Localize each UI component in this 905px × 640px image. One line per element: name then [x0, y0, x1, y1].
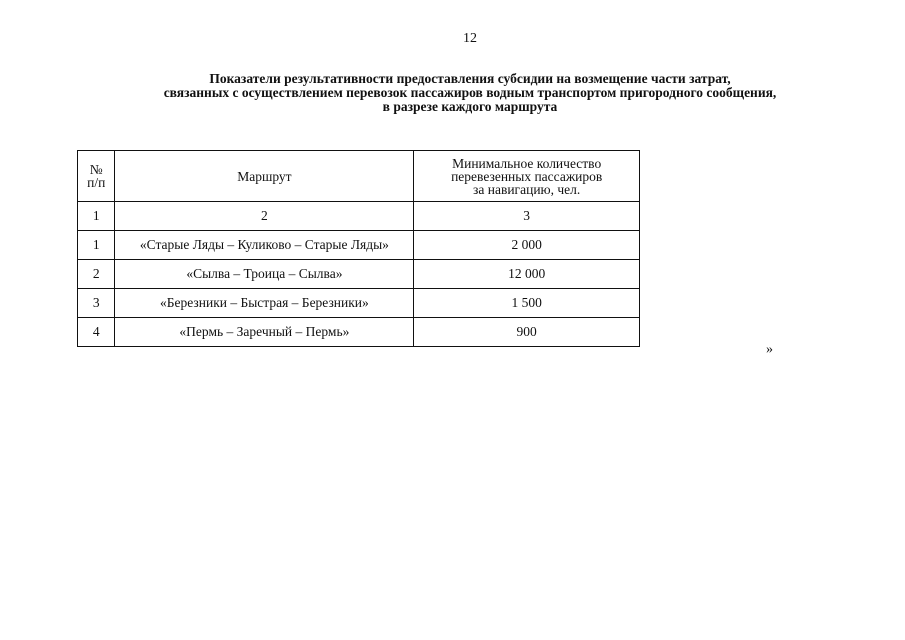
row-num: 3 — [78, 289, 115, 318]
row-num: 4 — [78, 318, 115, 347]
title-line-3: в разрезе каждого маршрута — [382, 99, 558, 114]
row-route: «Березники – Быстрая – Березники» — [115, 289, 414, 318]
header-num-abbrev: п/п — [87, 175, 106, 190]
col-index-3: 3 — [414, 202, 640, 231]
col-index-2: 2 — [115, 202, 414, 231]
column-index-row — [78, 202, 640, 231]
row-route: «Сылва – Троица – Сылва» — [115, 260, 414, 289]
table-row — [78, 231, 640, 260]
routes-table — [77, 150, 640, 347]
title-line-2: связанных с осуществлением перевозок пассажиров водным транспортом пригородного сообщения, — [163, 85, 777, 100]
col-index-1: 1 — [78, 202, 115, 231]
header-min-line-3: за навигацию, чел. — [473, 181, 581, 197]
table-row — [78, 318, 640, 347]
table-row — [78, 289, 640, 318]
row-route: «Пермь – Заречный – Пермь» — [115, 318, 414, 347]
table-row — [78, 260, 640, 289]
header-min-passengers — [414, 151, 640, 202]
title-line-1: Показатели результативности предоставления субсидии на возмещение части затрат, — [209, 71, 731, 86]
row-num: 1 — [78, 231, 115, 260]
header-num-symbol: № — [89, 162, 103, 177]
row-num: 2 — [78, 260, 115, 289]
header-num — [78, 151, 115, 202]
header-min-line-2: перевезенных пассажиров — [451, 168, 603, 184]
row-min-passengers: 2 000 — [414, 231, 640, 260]
header-min-line-1: Минимальное количество — [452, 155, 602, 171]
row-route: «Старые Ляды – Куликово – Старые Ляды» — [115, 231, 414, 260]
closing-quote: » — [766, 342, 773, 357]
row-min-passengers: 12 000 — [414, 260, 640, 289]
row-min-passengers: 1 500 — [414, 289, 640, 318]
table-header-row — [78, 151, 640, 202]
row-min-passengers: 900 — [414, 318, 640, 347]
header-route: Маршрут — [115, 151, 414, 202]
document-title — [0, 72, 905, 114]
page-number: 12 — [463, 31, 477, 46]
